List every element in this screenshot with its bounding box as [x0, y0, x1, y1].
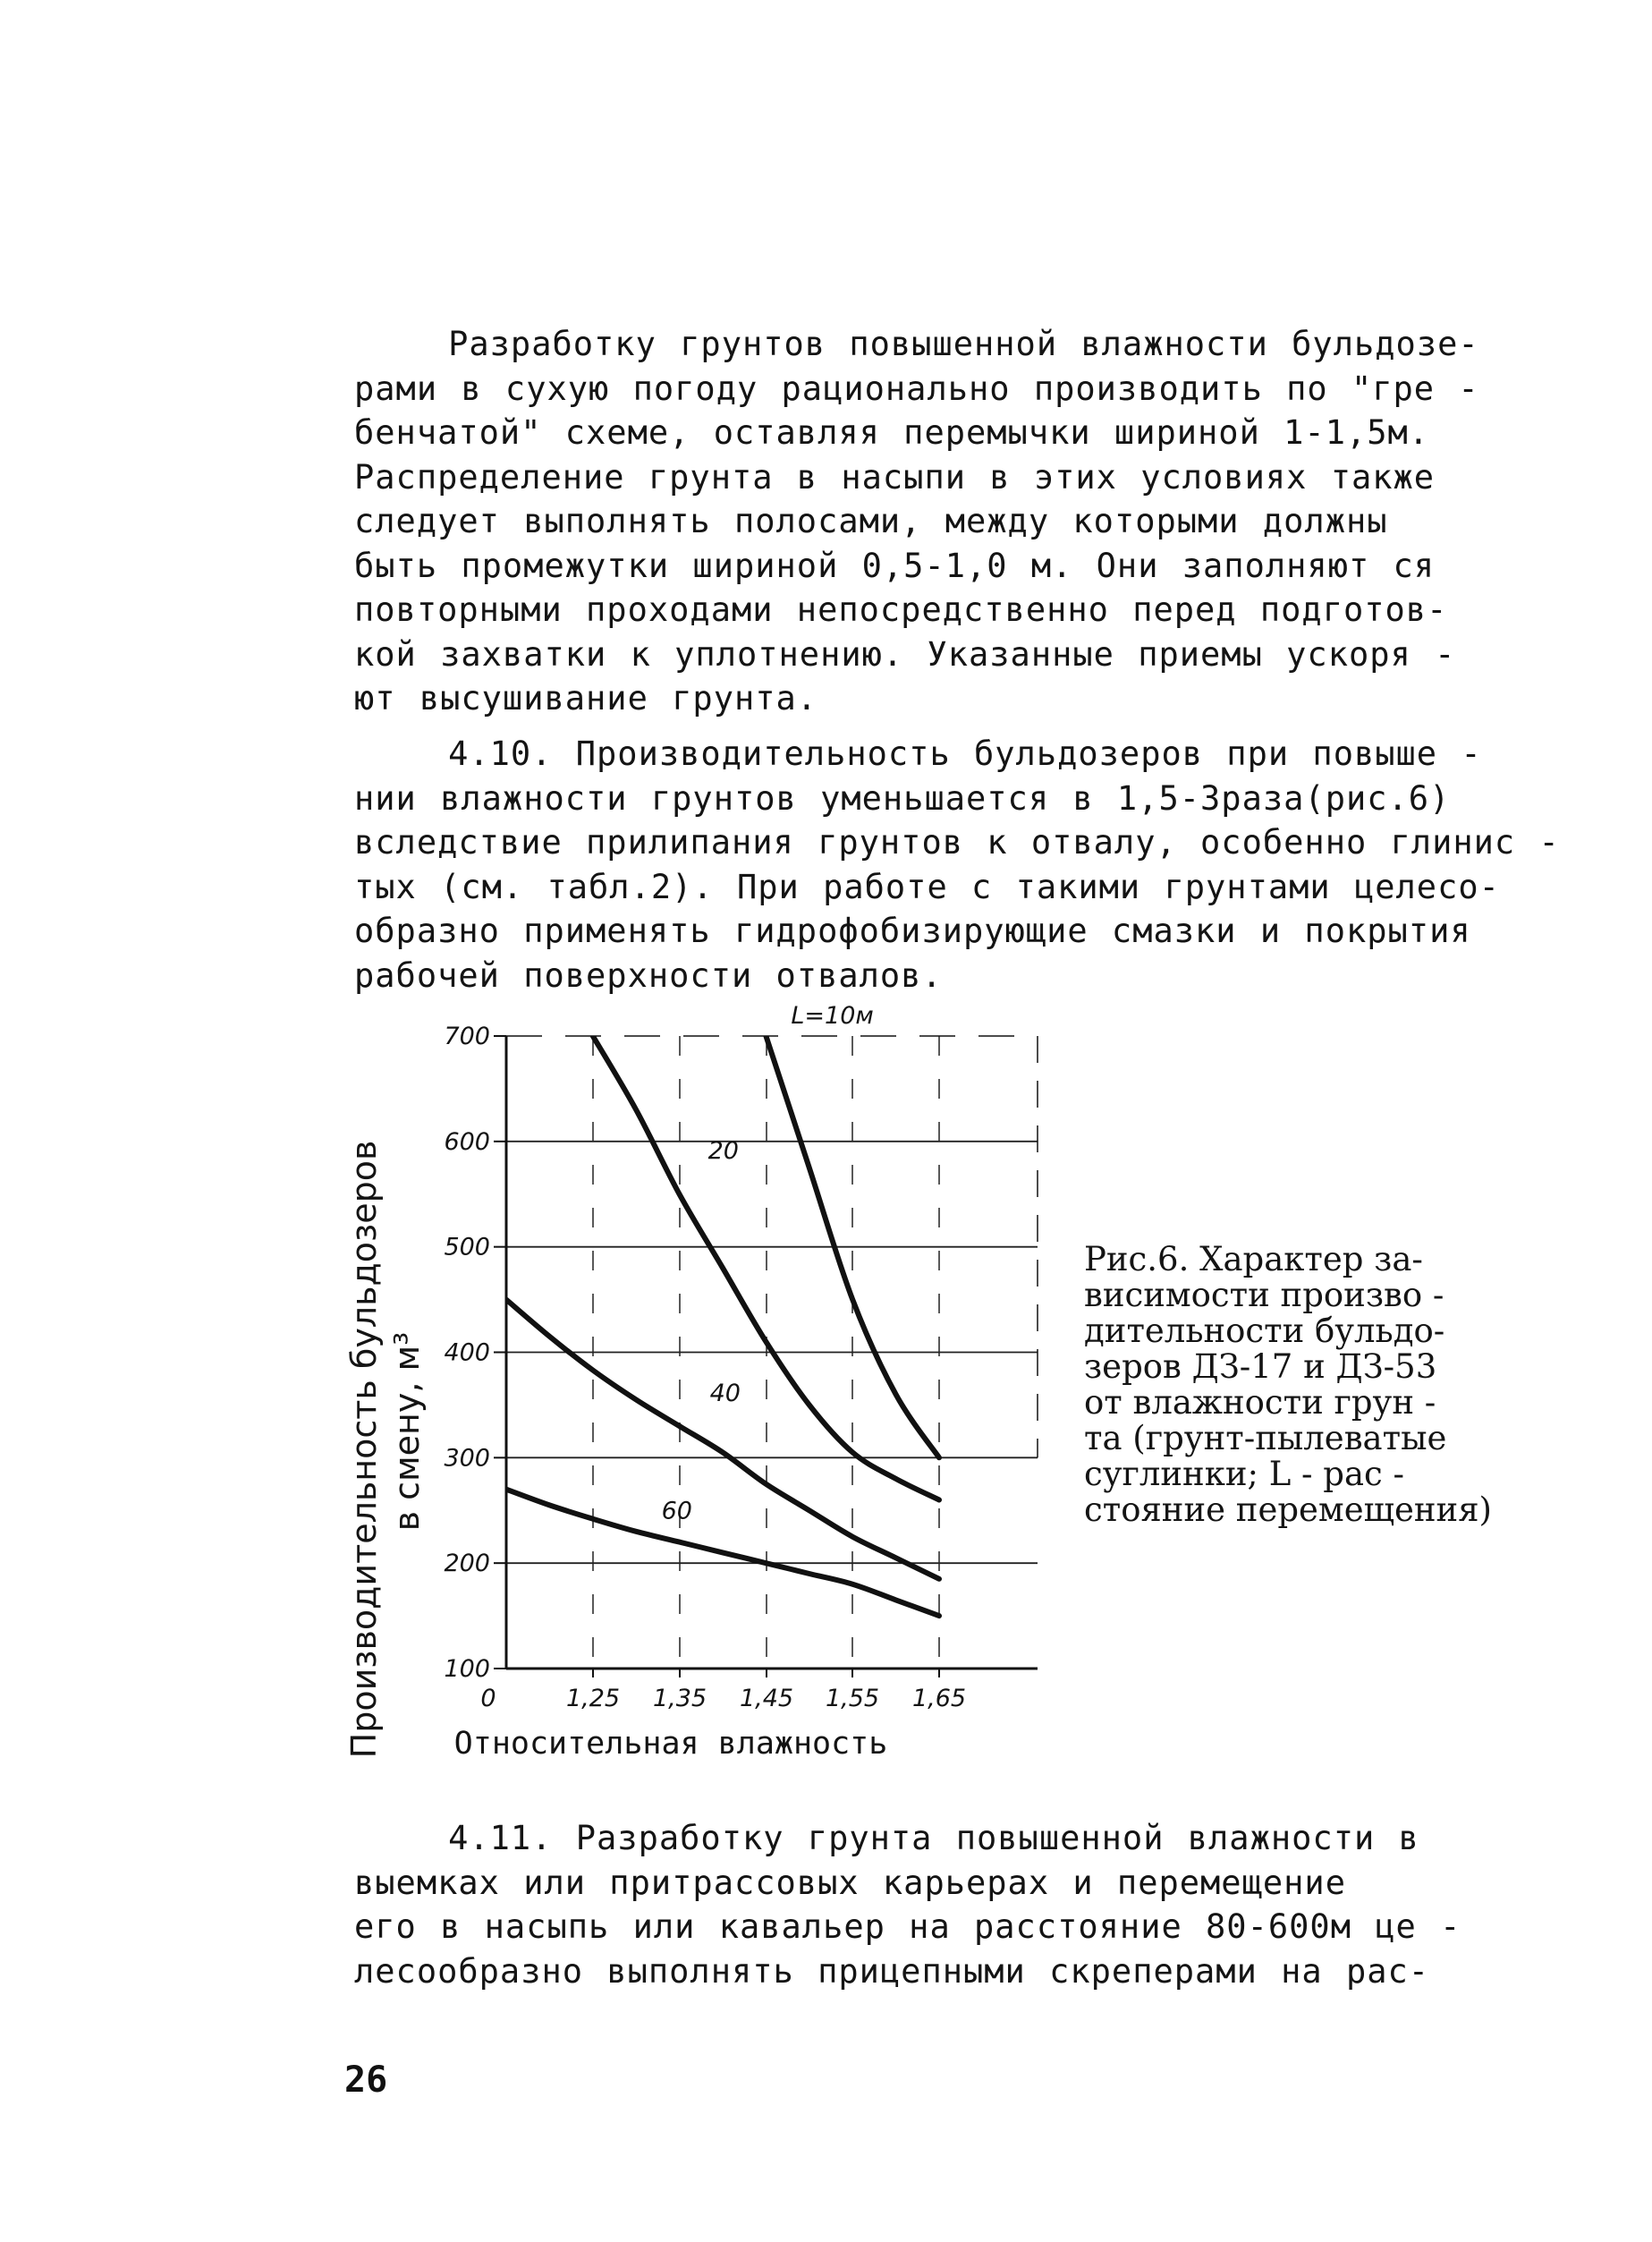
text-line: стояние перемещения) — [1084, 1490, 1492, 1529]
text-line: выемках или притрассовых карьерах и перемещение — [354, 1863, 1346, 1902]
text-line: висимости произво - — [1084, 1276, 1444, 1314]
curve-label-0: L=10м — [791, 1002, 874, 1030]
text-line: ют высушивание грунта. — [354, 679, 818, 718]
curve-label-3: 60 — [661, 1497, 692, 1525]
text-line: дительности бульдо- — [1084, 1312, 1445, 1350]
series-line-3 — [506, 1490, 939, 1616]
text-line: рабочей поверхности отвалов. — [354, 955, 943, 995]
text-line: образно применять гидрофобизирующие смазки и покрытия — [354, 912, 1471, 950]
text-line: Распределение грунта в насыпи в этих условиях также — [354, 457, 1436, 497]
text-line: 4.11. Разработку грунта повышенной влажности в — [354, 1819, 1419, 1857]
text-line: вследствие прилипания грунтов к отвалу, особенно глинис - — [354, 823, 1560, 862]
curve-label-2: 40 — [709, 1379, 741, 1407]
chart-series — [506, 1036, 939, 1616]
text-line: от влажности грун - — [1084, 1383, 1436, 1422]
text-line: Рис.6. Характер за- — [1084, 1240, 1423, 1278]
x-tick-label: 0 — [480, 1685, 496, 1712]
text-line: кой захватки к уплотнению. Указанные приемы ускоря - — [354, 634, 1456, 674]
x-tick-label: 1,55 — [825, 1685, 880, 1712]
y-tick-label: 300 — [444, 1444, 490, 1473]
x-tick-label: 1,35 — [652, 1685, 707, 1712]
page-number: 26 — [344, 2059, 388, 2101]
text-line: зеров ДЗ-17 и ДЗ-53 — [1084, 1347, 1437, 1386]
x-tick-label: 1,65 — [911, 1685, 967, 1712]
text-line: повторными проходами непосредственно перед подготов- — [354, 590, 1448, 629]
text-line: Разработку грунтов повышенной влажности бульдозе- — [354, 325, 1479, 363]
x-tick-label: 1,25 — [565, 1685, 621, 1712]
text-line: лесообразно выполнять прицепными скреперами на рас- — [354, 1951, 1430, 1991]
text-line: та (грунт-пылеватые — [1084, 1419, 1447, 1457]
curve-label-1: 20 — [707, 1136, 739, 1165]
x-axis-label: Относительная влажность — [453, 1726, 888, 1762]
text-line: его в насыпь или кавальер на расстояние 80-600м це - — [354, 1907, 1461, 1946]
y-axis-label-line2: в смену, м³ — [387, 1331, 427, 1532]
y-tick-label: 400 — [444, 1338, 490, 1367]
x-tick-label: 1,45 — [739, 1685, 794, 1712]
series-line-2 — [506, 1300, 939, 1579]
text-line: тых (см. табл.2). При работе с такими грунтами целесо- — [354, 867, 1500, 906]
text-line: суглинки; L - рас - — [1084, 1455, 1405, 1493]
text-line: рами в сухую погоду рационально производить по "гре - — [354, 369, 1479, 408]
text-line: следует выполнять полосами, между которыми должны — [354, 502, 1388, 540]
y-tick-label: 500 — [444, 1233, 490, 1261]
text-line: бенчатой" схеме, оставляя перемычки шириной 1-1,5м. — [354, 413, 1430, 452]
chart-ticks — [444, 1023, 966, 1712]
text-line: 4.10. Производительность бульдозеров при повыше - — [354, 735, 1482, 773]
paragraph-4-10 — [354, 732, 1560, 998]
y-tick-label: 100 — [444, 1655, 490, 1683]
text-line: нии влажности грунтов уменьшается в 1,5-3раза(рис.6) — [354, 778, 1451, 818]
text-line: быть промежутки шириной 0,5-1,0 м. Они заполняют ся — [354, 546, 1436, 585]
paragraph-4-11 — [354, 1816, 1461, 1993]
y-tick-label: 600 — [444, 1127, 490, 1156]
y-axis-label-line1: Производительность бульдозеров — [344, 1140, 384, 1759]
paragraph-moisture-soil — [354, 322, 1479, 721]
y-tick-label: 700 — [444, 1023, 490, 1050]
y-tick-label: 200 — [444, 1550, 490, 1578]
figure-caption — [1084, 1242, 1504, 1528]
moisture-productivity-chart — [340, 993, 1055, 1771]
